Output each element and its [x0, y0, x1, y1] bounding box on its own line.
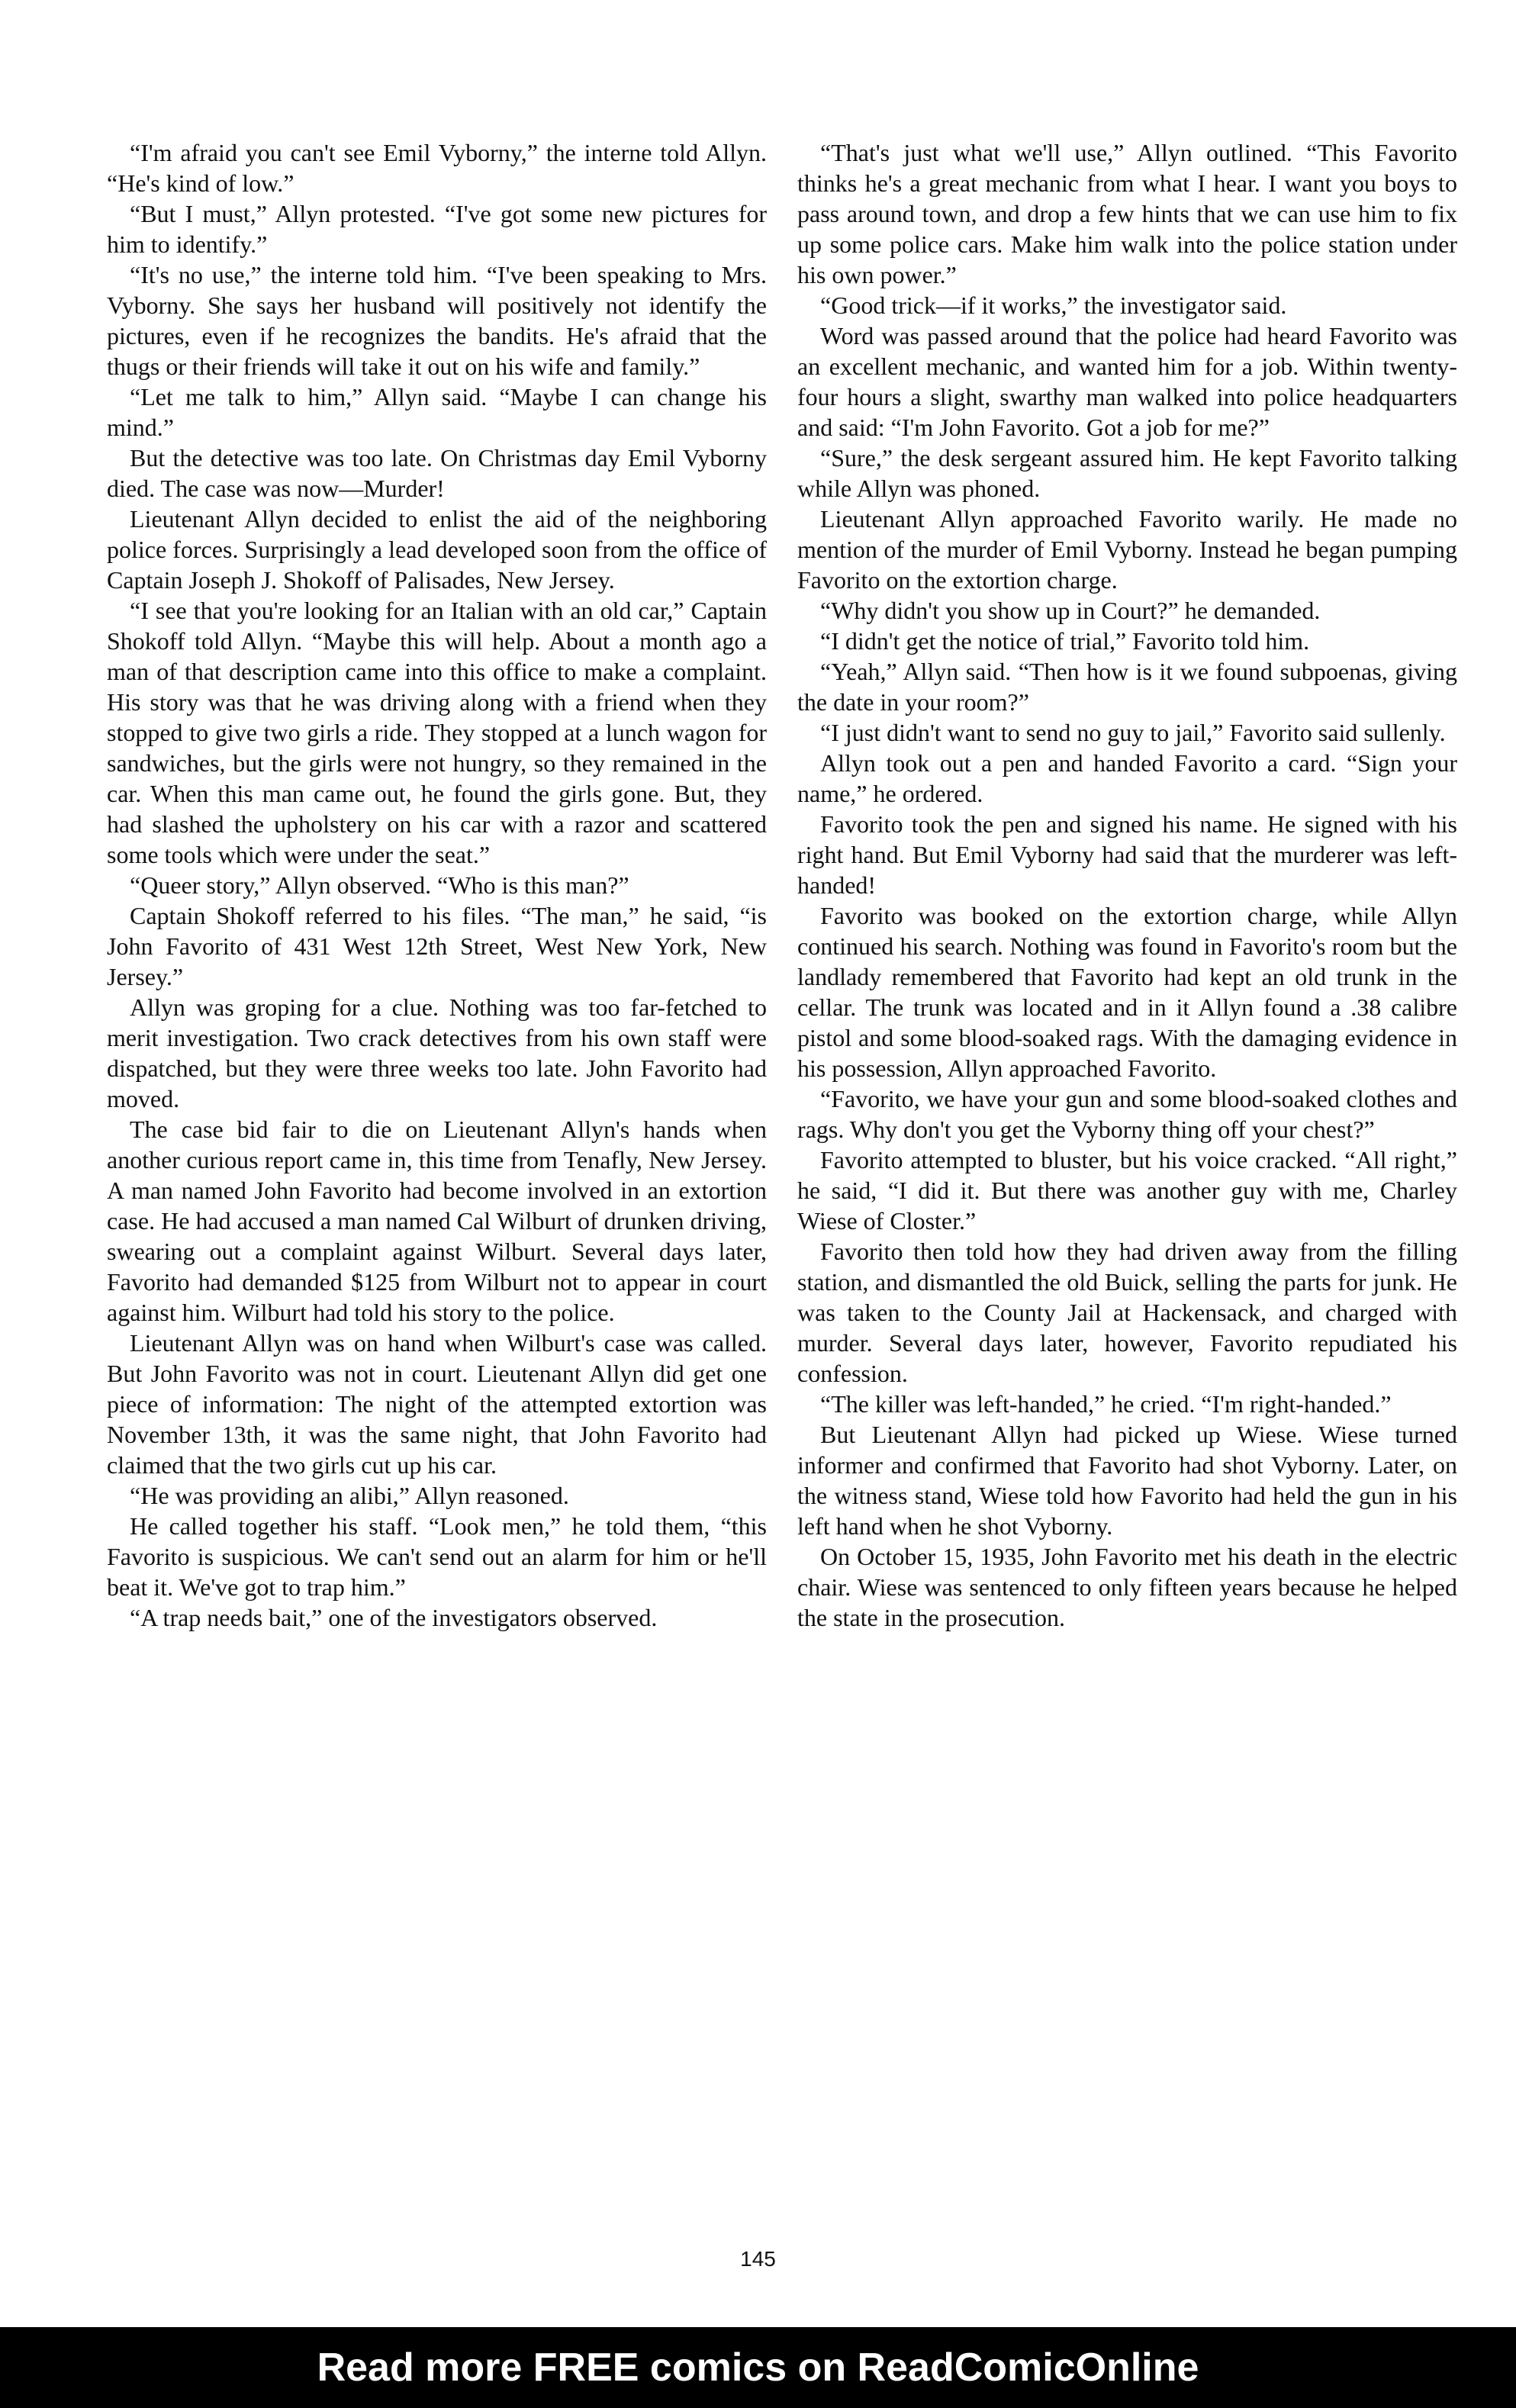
paragraph: “The killer was left-handed,” he cried. “I'm right-handed.” [820, 1390, 1392, 1418]
page-number: 145 [740, 2247, 776, 2271]
paragraph: “Good trick—if it works,” the investigator said. [820, 291, 1287, 319]
paragraph: “I didn't get the notice of trial,” Favorito told him. [820, 627, 1310, 655]
paragraph: He called together his staff. “Look men,” he told them, “this Favorito is suspicious. We can't send out an alarm for him or he'll beat it. We've got to trap him.” [107, 1512, 767, 1601]
paragraph: Word was passed around that the police had heard Favorito was an excellent mechanic, and wanted him for a job. Within twenty-four hours a slight, swarthy man walked into police headquarters and said: “I'm John Favorito. Got a job for me?” [797, 322, 1457, 441]
paragraph: Favorito took the pen and signed his name. He signed with his right hand. But Emil Vyborny had said that the murderer was left-handed! [797, 810, 1457, 899]
paragraph: Favorito then told how they had driven away from the filling station, and dismantled the old Buick, selling the parts for junk. He was taken to the County Jail at Hackensack, and charged with murder. Several days later, however, Favorito repudiated his confession. [797, 1238, 1457, 1387]
paragraph: Lieutenant Allyn approached Favorito warily. He made no mention of the murder of Emil Vyborny. Instead he began pumping Favorito on the extortion charge. [797, 505, 1457, 594]
paragraph: Allyn took out a pen and handed Favorito a card. “Sign your name,” he ordered. [797, 749, 1457, 807]
footer-banner [0, 2327, 1516, 2408]
paragraph: Favorito was booked on the extortion charge, while Allyn continued his search. Nothing was found in Favorito's room but the landlady remembered that Favorito had kept an old trunk in the cellar. The trunk was located and in it Allyn found a .38 calibre pistol and some blood-soaked rags. With the damaging evidence in his possession, Allyn approached Favorito. [797, 902, 1457, 1082]
paragraph: Lieutenant Allyn decided to enlist the aid of the neighboring police forces. Surprisingly a lead developed soon from the office of Captain Joseph J. Shokoff of Palisades, New Jersey. [107, 505, 767, 594]
paragraph: “It's no use,” the interne told him. “I've been speaking to Mrs. Vyborny. She says her husband will positively not identify the pictures, even if he recognizes the bandits. He's afraid that the thugs or their friends will take it out on his wife and family.” [107, 261, 767, 380]
paragraph: “A trap needs bait,” one of the investigators observed. [130, 1604, 658, 1631]
paragraph: “That's just what we'll use,” Allyn outlined. “This Favorito thinks he's a great mechanic from what I hear. I want you boys to pass around town, and drop a few hints that we can use him to fix up some police cars. Make him walk into the police station under his own power.” [797, 139, 1457, 288]
paragraph: Lieutenant Allyn was on hand when Wilburt's case was called. But John Favorito was not in court. Lieutenant Allyn did get one piece of information: The night of the attempted extortion was November 13th, it was the same night, that John Favorito had claimed that the two girls cut up his car. [107, 1329, 767, 1479]
paragraph: “But I must,” Allyn protested. “I've got some new pictures for him to identify.” [107, 200, 767, 258]
paragraph: The case bid fair to die on Lieutenant Allyn's hands when another curious report came in, this time from Tenafly, New Jersey. A man named John Favorito had become involved in an extortion case. He had accused a man named Cal Wilburt of drunken driving, swearing out a complaint against Wilburt. Several days later, Favorito had demanded $125 from Wilburt not to appear in court against him. Wilburt had told his story to the police. [107, 1115, 767, 1326]
paragraph: But Lieutenant Allyn had picked up Wiese. Wiese turned informer and confirmed that Favorito had shot Vyborny. Later, on the witness stand, Wiese told how Favorito had held the gun in his left hand when he shot Vyborny. [797, 1421, 1457, 1540]
paragraph: On October 15, 1935, John Favorito met his death in the electric chair. Wiese was sentenced to only fifteen years because he helped the state in the prosecution. [797, 1543, 1457, 1631]
paragraph: But the detective was too late. On Christmas day Emil Vyborny died. The case was now—Murder! [107, 444, 767, 502]
paragraph: “I just didn't want to send no guy to jail,” Favorito said sullenly. [820, 719, 1446, 746]
paragraph: “Why didn't you show up in Court?” he demanded. [820, 597, 1321, 624]
paragraph: “I'm afraid you can't see Emil Vyborny,” the interne told Allyn. “He's kind of low.” [107, 139, 767, 197]
paragraph: “Sure,” the desk sergeant assured him. He kept Favorito talking while Allyn was phoned. [797, 444, 1457, 502]
paragraph: “Let me talk to him,” Allyn said. “Maybe I can change his mind.” [107, 383, 767, 441]
paragraph: “Queer story,” Allyn observed. “Who is this man?” [130, 871, 629, 899]
paragraph: Allyn was groping for a clue. Nothing was too far-fetched to merit investigation. Two crack detectives from his own staff were dispatched, but they were three weeks too late. John Favorito had moved. [107, 993, 767, 1112]
left-text-column [107, 137, 767, 1633]
paragraph: “Yeah,” Allyn said. “Then how is it we found subpoenas, giving the date in your room?” [797, 658, 1457, 716]
paragraph: Captain Shokoff referred to his files. “The man,” he said, “is John Favorito of 431 West 12th Street, West New York, New Jersey.” [107, 902, 767, 990]
right-text-column [797, 137, 1457, 1633]
paragraph: “I see that you're looking for an Italian with an old car,” Captain Shokoff told Allyn. “Maybe this will help. About a month ago a man of that description came into this office to make a complaint. His story was that he was driving along with a friend when they stopped to give two girls a ride. They stopped at a lunch wagon for sandwiches, but the girls were not hungry, so they remained in the car. When this man came out, he found the girls gone. But, they had slashed the upholstery on his car with a razor and scattered some tools which were under the seat.” [107, 597, 767, 868]
paragraph: “Favorito, we have your gun and some blood-soaked clothes and rags. Why don't you get the Vyborny thing off your chest?” [797, 1085, 1457, 1143]
paragraph: Favorito attempted to bluster, but his voice cracked. “All right,” he said, “I did it. But there was another guy with me, Charley Wiese of Closter.” [797, 1146, 1457, 1235]
paragraph: “He was providing an alibi,” Allyn reasoned. [130, 1482, 569, 1509]
read-more-link[interactable]: Read more FREE comics on ReadComicOnline [317, 2345, 1199, 2390]
